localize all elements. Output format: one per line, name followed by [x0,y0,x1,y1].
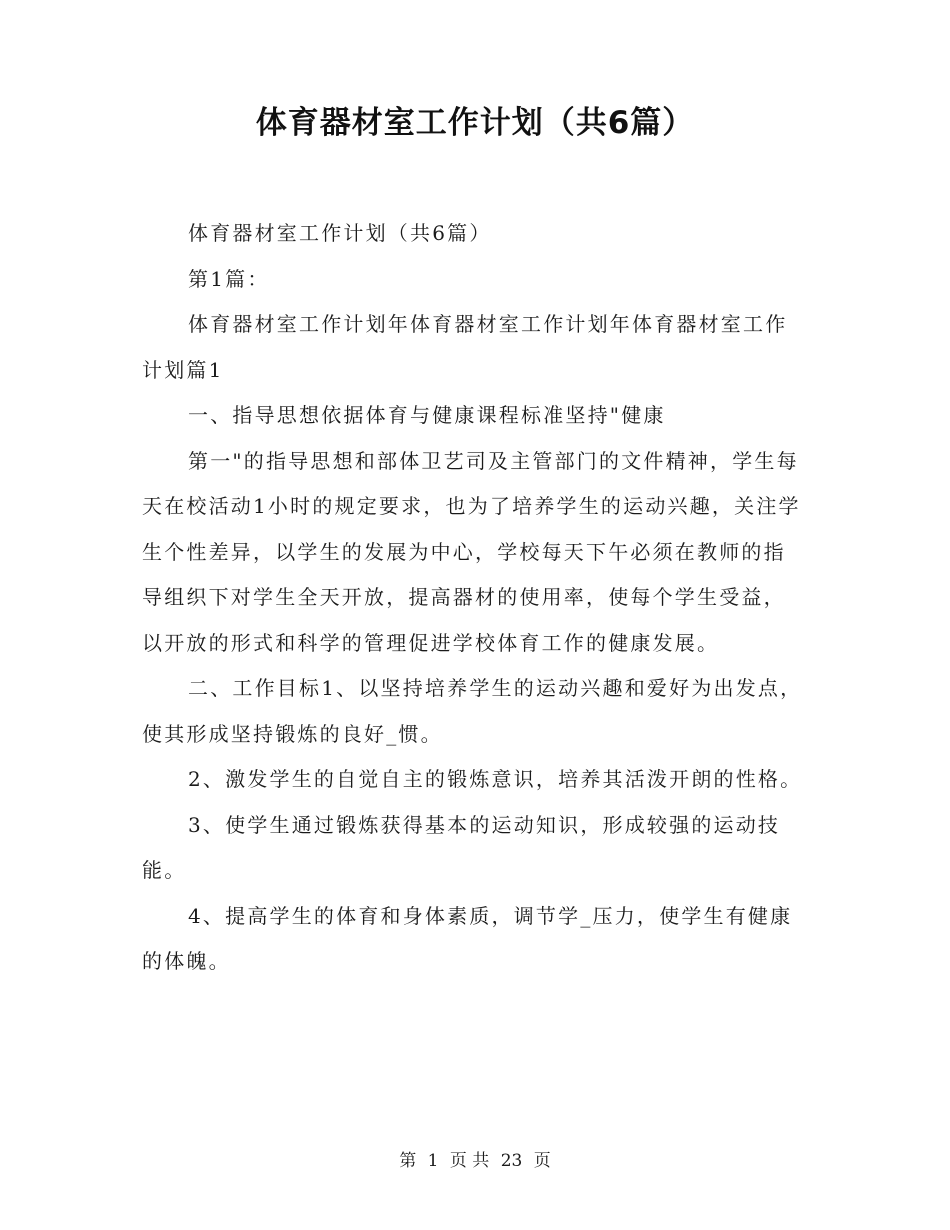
paragraph: 3、使学生通过锻炼获得基本的运动知识，形成较强的运动技能。 [142,812,781,882]
document-title: 体育器材室工作计划（共6篇） [255,105,695,141]
page-mid: 页 共 [449,1151,490,1171]
paragraph: 4、提高学生的体育和身体素质，调节学_压力，使学生有健康的体魄。 [142,903,793,973]
page-prefix: 第 [399,1151,417,1171]
paragraph: 体育器材室工作计划年体育器材室工作计划年体育器材室工作计划篇1 [142,312,788,382]
page-total: 23 [500,1151,523,1171]
page-number: 1 [427,1151,439,1171]
paragraph: 第1篇： [188,266,270,291]
document-body [142,211,806,985]
paragraph: 2、激发学生的自觉自主的锻炼意识，培养其活泼开朗的性格。 [188,767,803,791]
paragraph: 一、指导思想依据体育与健康课程标准坚持"健康 [188,403,666,427]
page-suffix: 页 [533,1151,551,1171]
paragraph: 第一"的指导思想和部体卫艺司及主管部门的文件精神，学生每天在校活动1小时的规定要求，也为了培养学生的运动兴趣，关注学生个性差异，以学生的发展为中心，学校每天下午必须在教师的指导组织下对学生全天开放，提高器材的使用率，使每个学生受益，以开放的形式和科学的管理促进学校体育工作的健康发展。 [142,448,801,655]
paragraph: 二、工作目标1、以坚持培养学生的运动兴趣和爱好为出发点，使其形成坚持锻炼的良好_惯。 [142,676,803,746]
paragraph: 体育器材室工作计划（共6篇） [188,221,492,245]
page-footer [0,1148,950,1174]
